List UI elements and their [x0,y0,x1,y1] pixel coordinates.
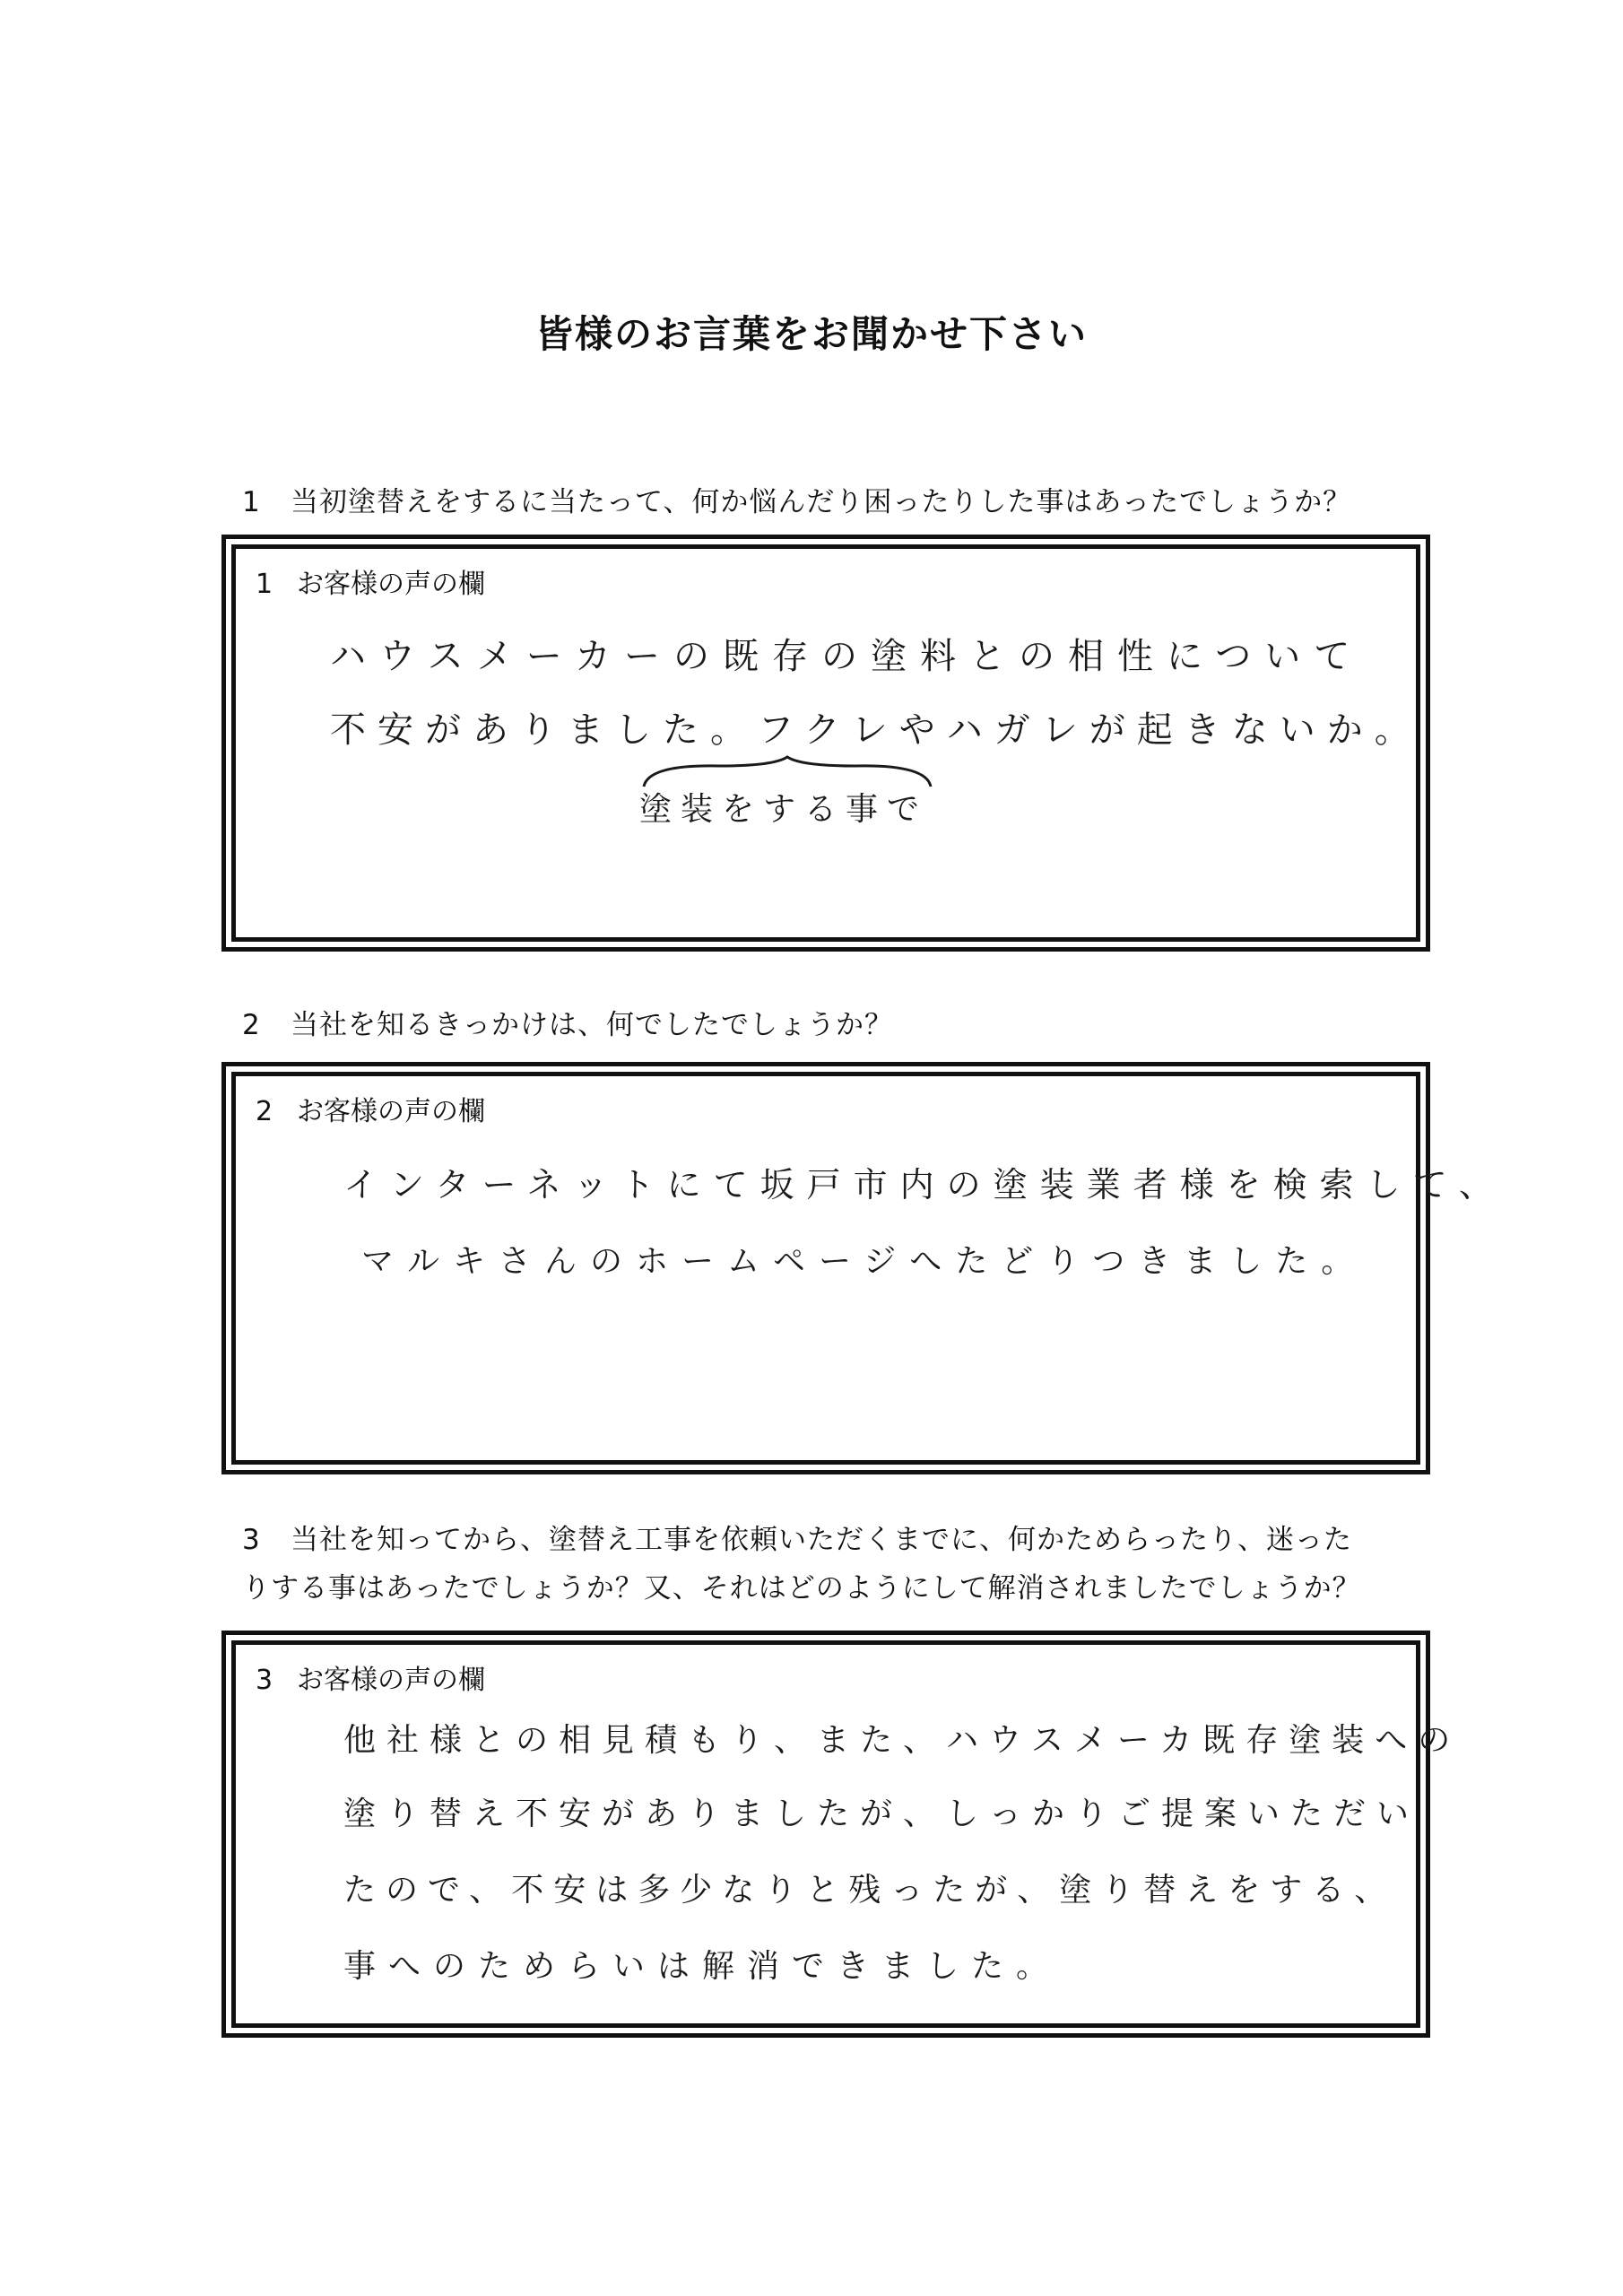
box-label-text: お客様の声の欄 [297,1665,485,1696]
question-1 [242,478,1426,526]
box-label [256,1089,485,1128]
box-label [256,561,485,601]
handwritten-line: インターネットにて坂戸市内の塗装業者様を検索して、 [343,1165,1506,1205]
page-title: 皆様のお言葉をお聞かせ下さい [534,312,1088,356]
question-3 [242,1516,1435,1613]
box-label-number: 3 [256,1665,273,1696]
question-text: 当社を知るきっかけは、何でしたでしょうか？ [291,1009,893,1041]
handwritten-line: ハウスメーカーの既存の塗料との相性について [330,636,1364,677]
answer-box-2 [221,1062,1506,1474]
box-label-text: お客様の声の欄 [297,569,485,600]
box-label-number: 1 [256,569,273,600]
question-2 [242,1001,1426,1049]
question-number: 1 [242,486,261,518]
box-label [256,1657,485,1697]
handwritten-line: 事へのためらいは解消できました。 [343,1948,1062,1985]
question-text: 当社を知ってから、塗替え工事を依頼いただくまでに、何かためらったり、迷った [291,1524,1352,1556]
box-label-text: お客様の声の欄 [297,1096,485,1127]
question-text: 当初塗替えをするに当たって、何か悩んだり困ったりした事はあったでしょうか？ [291,486,1352,518]
handwritten-line: 他社様との相見積もり、また、ハウスメーカ既存塗装への [343,1722,1462,1759]
question-number: 3 [242,1524,261,1556]
handwritten-line: 塗装をする事で [639,791,929,828]
answer-box-3 [221,1631,1462,2038]
handwritten-line: 不安がありました。フクレやハガレが起きないか。 [330,709,1422,751]
handwritten-line: 塗り替え不安がありましたが、しっかりご提案いただい [343,1796,1420,1832]
handwritten-line: たので、不安は多少なりと残ったが、塗り替えをする、 [343,1872,1397,1909]
answer-box-1 [221,535,1430,952]
question-number: 2 [242,1009,261,1041]
box-label-number: 2 [256,1096,273,1127]
handwritten-line: マルキさんのホームページへたどりつきました。 [361,1243,1367,1280]
question-text-continued: りする事はあったでしょうか？又、それはどのようにして解消されましたでしょうか？ [242,1572,1361,1605]
